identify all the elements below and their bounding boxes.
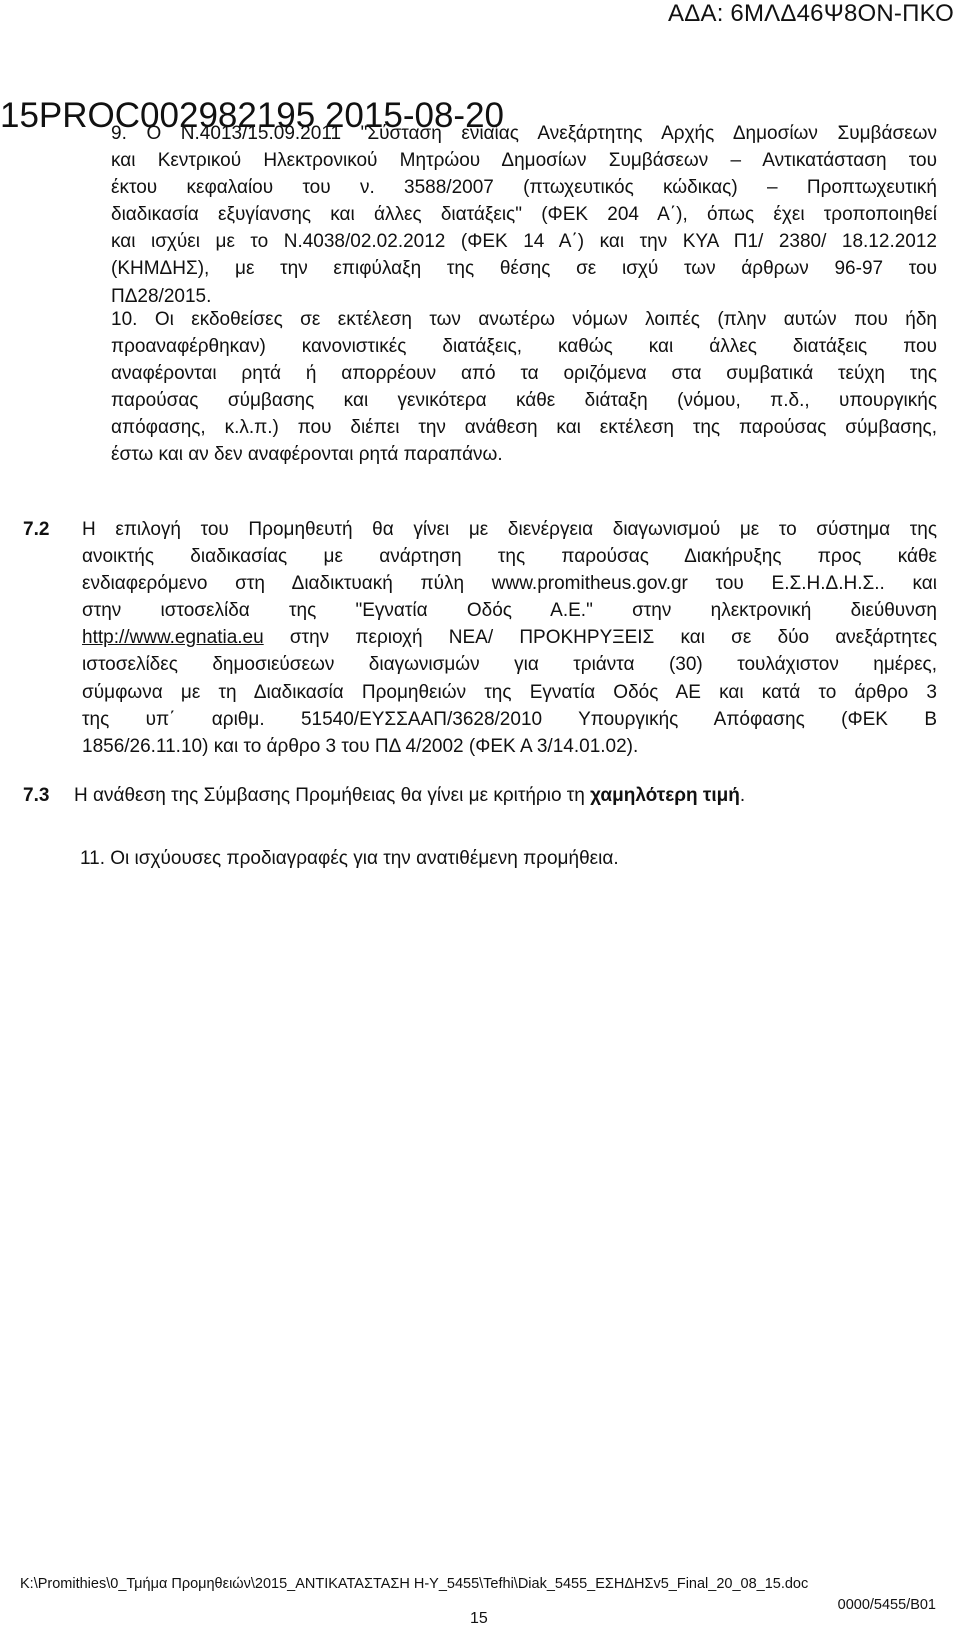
footer-document-code: 0000/5455/Β01 — [837, 1597, 936, 1613]
text-line: αναφέρονται ρητά ή απορρέουν από τα οριζόμενα στα συμβατικά τεύχη της — [111, 363, 937, 385]
footer-file-path: K:\Promithies\0_Τμήμα Προμηθειών\2015_ΑΝΤΙΚΑΤΑΣΤΑΣΗ Η-Υ_5455\Tefhi\Diak_5455_ΕΣΗΔΗΣv5_Final_20_08_15.doc — [20, 1576, 809, 1592]
text-line: 11. Οι ισχύουσες προδιαγραφές για την ανατιθέμενη προμήθεια. — [80, 848, 619, 869]
lowest-price-emphasis: χαμηλότερη τιμή — [590, 785, 740, 806]
text-line: σύμφωνα με τη Διαδικασία Προμηθειών της Εγνατία Οδός ΑΕ και κατά το άρθρο 3 — [82, 681, 937, 703]
text-line: διαδικασία εξυγίανσης και άλλες διατάξεις" (ΦΕΚ 204 Α΄), όπως έχει τροποποιηθεί — [111, 204, 937, 226]
section-number-7-2: 7.2 — [23, 519, 50, 540]
text-line: (ΚΗΜΔΗΣ), με την επιφύλαξη της θέσης σε ισχύ των άρθρων 96-97 του — [111, 258, 937, 280]
text-line: 10. Οι εκδοθείσες σε εκτέλεση των ανωτέρω νόμων λοιπές (πλην αυτών που ήδη — [111, 309, 937, 330]
text-line: ανοικτής διαδικασίας με ανάρτηση της παρούσας Διακήρυξης προς κάθε — [82, 546, 937, 568]
ada-code: ΑΔΑ: 6ΜΛΔ46Ψ8ΟΝ-ΠΚΟ — [668, 0, 954, 27]
text-line — [82, 624, 937, 651]
text-line: Η επιλογή του Προμηθευτή θα γίνει με διενέργεια διαγωνισμού με το σύστημα της — [82, 519, 937, 540]
section-7-3-end: . — [739, 785, 746, 806]
section-7-3-body — [74, 782, 944, 809]
document-watermark: 15PROC002982195 2015-08-20 — [0, 96, 504, 135]
text-line: στην ιστοσελίδα της "Εγνατία Οδός Α.Ε." στην ηλεκτρονική διεύθυνση — [82, 600, 937, 622]
legal-item-11 — [80, 845, 940, 872]
link-tail-text: στην περιοχή ΝΕΑ/ ΠΡΟΚΗΡΥΞΕΙΣ και σε δύο ανεξάρτητες — [263, 627, 937, 649]
section-7-2-body — [82, 516, 937, 760]
text-line: απόφασης, κ.λ.π.) που διέπει την ανάθεση και εκτέλεση της παρούσας σύμβασης, — [111, 417, 937, 439]
page-number: 15 — [470, 1610, 488, 1627]
text-line: ιστοσελίδες δημοσιεύσεων διαγωνισμών για τριάντα (30) τουλάχιστον ημέρες, — [82, 654, 937, 676]
section-number-7-3: 7.3 — [23, 785, 50, 806]
text-line: ΠΔ28/2015. — [111, 285, 212, 307]
text-line: της υπ΄ αριθμ. 51540/ΕΥΣΣΑΑΠ/3628/2010 Υπουργικής Απόφασης (ΦΕΚ Β — [82, 708, 937, 730]
text-line: 9. Ο Ν.4013/15.09.2011 "Σύσταση ενιαίας Ανεξάρτητης Αρχής Δημοσίων Συμβάσεων — [111, 123, 937, 144]
text-line: 1856/26.11.10) και το άρθρο 3 του ΠΔ 4/2002 (ΦΕΚ Α 3/14.01.02). — [82, 735, 639, 757]
text-line: ενδιαφερόμενο στη Διαδικτυακή πύλη www.promitheus.gov.gr του Ε.Σ.Η.Δ.Η.Σ.. και — [82, 573, 937, 595]
text-line: και ισχύει με το Ν.4038/02.02.2012 (ΦΕΚ 14 Α΄) και την ΚΥΑ Π1/ 2380/ 18.12.2012 — [111, 231, 937, 253]
egnatia-link[interactable]: http://www.egnatia.eu — [82, 627, 264, 649]
legal-item-10 — [111, 306, 937, 469]
text-line: παρούσας σύμβασης και γενικότερα κάθε διάταξη (νόμου, π.δ., υπουργικής — [111, 390, 937, 412]
text-line: έστω και αν δεν αναφέρονται ρητά παραπάνω. — [111, 444, 503, 466]
text-line: έκτου κεφαλαίου του ν. 3588/2007 (πτωχευτικός κώδικας) – Προπτωχευτική — [111, 177, 937, 199]
legal-item-9 — [111, 120, 937, 310]
text-line: και Κεντρικού Ηλεκτρονικού Μητρώου Δημοσίων Συμβάσεων – Αντικατάσταση του — [111, 150, 937, 172]
section-7-3-text: Η ανάθεση της Σύμβασης Προμήθειας θα γίνει με κριτήριο τη — [74, 785, 591, 806]
text-line: προαναφέρθηκαν) κανονιστικές διατάξεις, καθώς και άλλες διατάξεις που — [111, 336, 937, 358]
text-line — [74, 782, 944, 809]
